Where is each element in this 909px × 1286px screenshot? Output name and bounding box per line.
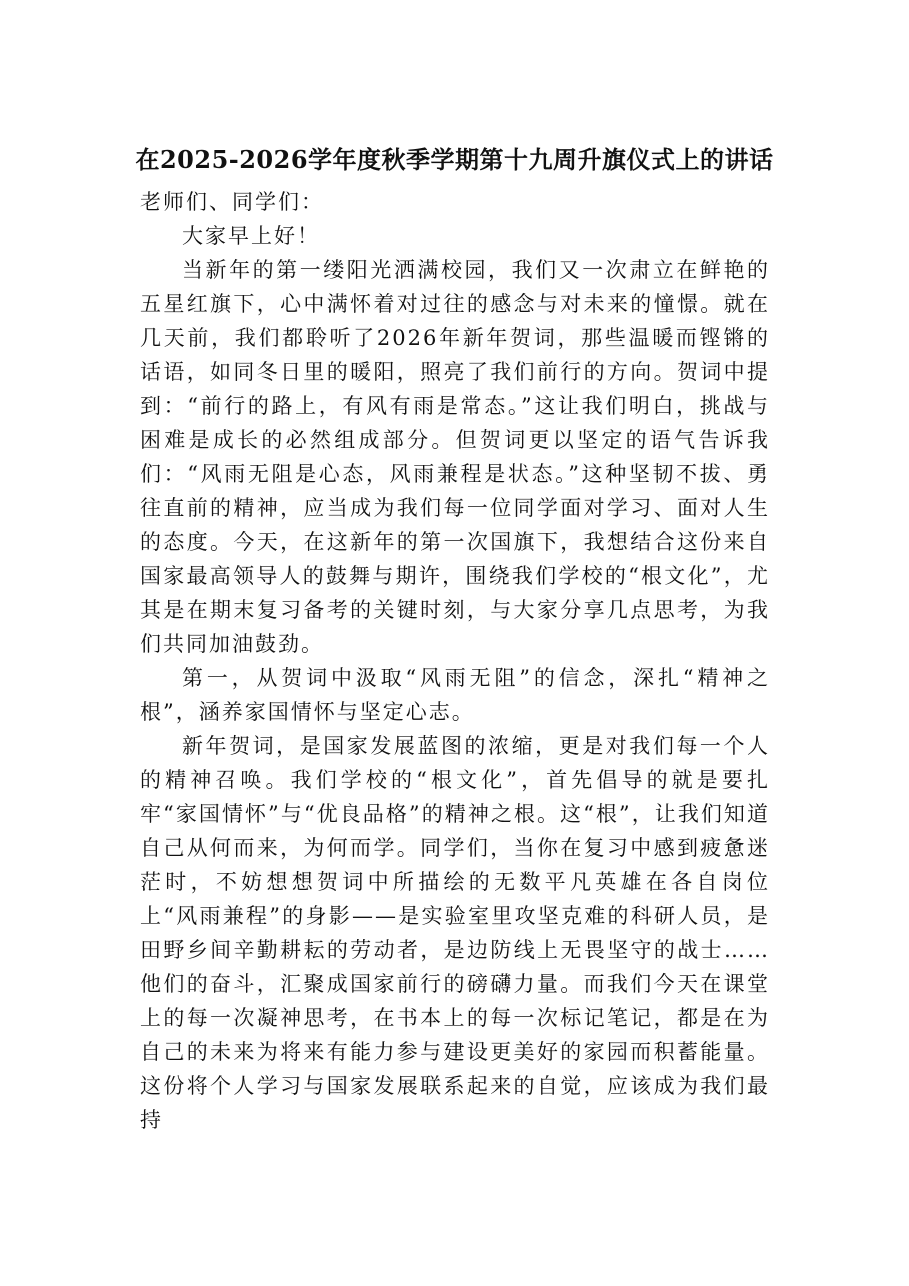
body-paragraph-2: 新年贺词，是国家发展蓝图的浓缩，更是对我们每一个人的精神召唤。我们学校的“根文化”，首先倡导的就是要扎牢“家国情怀”与“优良品格”的精神之根。这“根”，让我们知道自己从何而来，为何而学。同学们，当你在复习中感到疲惫迷茫时，不妨想想贺词中所描绘的无数平凡英雄在各自岗位上“风雨兼程”的身影——是实验室里攻坚克难的科研人员，是田野乡间辛勤耕耘的劳动者，是边防线上无畏坚守的战士……他们的奋斗，汇聚成国家前行的磅礴力量。而我们今天在课堂上的每一次凝神思考，在书本上的每一次标记笔记，都是在为自己的未来为将来有能力参与建设更美好的家园而积蓄能量。这份将个人学习与国家发展联系起来的自觉，应该成为我们最持 — [140, 734, 770, 1132]
body-paragraph-1: 当新年的第一缕阳光洒满校园，我们又一次肃立在鲜艳的五星红旗下，心中满怀着对过往的感念与对未来的憧憬。就在几天前，我们都聆听了2026年新年贺词，那些温暖而铿锵的话语，如同冬日里的暖阳，照亮了我们前行的方向。贺词中提到：“前行的路上，有风有雨是常态。”这让我们明白，挑战与困难是成长的必然组成部分。但贺词更以坚定的语气告诉我们：“风雨无阻是心态，风雨兼程是状态。”这种坚韧不拔、勇往直前的精神，应当成为我们每一位同学面对学习、面对人生的态度。今天，在这新年的第一次国旗下，我想结合这份来自国家最高领导人的鼓舞与期许，围绕我们学校的“根文化”，尤其是在期末复习备考的关键时刻，与大家分享几点思考，为我们共同加油鼓劲。 — [140, 258, 770, 656]
section-heading-1: 第一，从贺词中汲取“风雨无阻”的信念，深扎“精神之根”，涵养家国情怀与坚定心志。 — [140, 666, 770, 724]
salutation: 老师们、同学们： — [140, 190, 324, 214]
greeting: 大家早上好！ — [182, 224, 320, 248]
page-title: 在2025-2026学年度秋季学期第十九周升旗仪式上的讲话 — [135, 145, 774, 174]
document-body — [140, 185, 770, 1137]
